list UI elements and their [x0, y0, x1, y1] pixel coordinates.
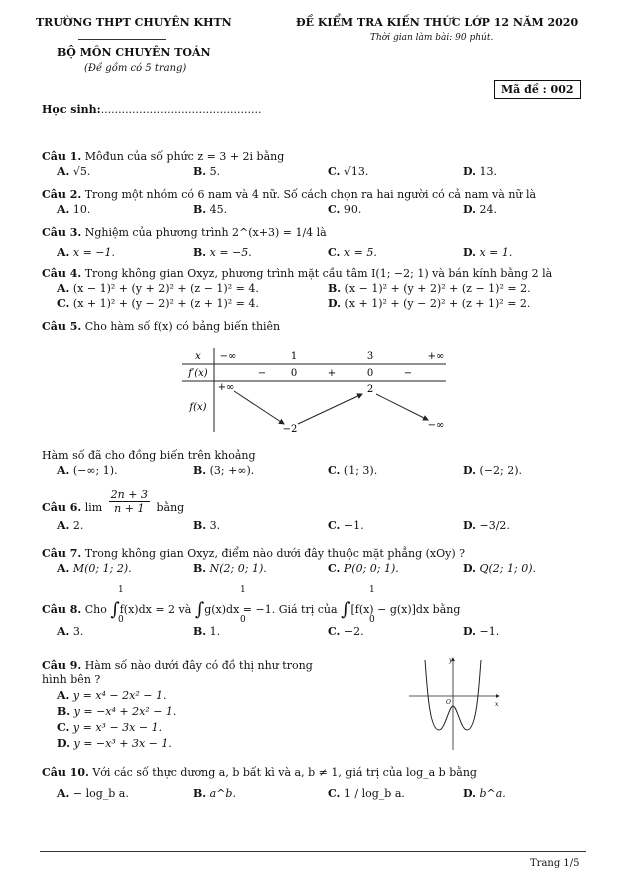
- integral-expression: [f(x) − g(x)]dx bằng: [350, 603, 461, 616]
- fraction: [109, 488, 150, 515]
- integral-upper: 1: [240, 585, 246, 595]
- table-fp-label: f′(x): [188, 368, 208, 379]
- y-axis-label: y: [449, 657, 453, 664]
- variation-table: [178, 344, 450, 436]
- q9-option-d: D. y = −x³ + 3x − 1.: [57, 737, 172, 750]
- table-f-value: +∞: [217, 382, 235, 393]
- q10-option-c: C. 1 / log_b a.: [328, 787, 405, 800]
- page-number: Trang 1/5: [530, 858, 580, 869]
- question-stem: Cho: [84, 603, 107, 616]
- table-x-value: 3: [366, 351, 374, 362]
- question-stem: Trong một nhóm có 6 nam và 4 nữ. Số cách chọn ra hai người có cả nam và nữ là: [84, 188, 537, 201]
- integral-lower: 0: [240, 615, 246, 625]
- q10-option-b: B. a^b.: [193, 787, 236, 800]
- arrow-increase: [298, 394, 362, 424]
- arrow-decrease-1: [234, 391, 284, 424]
- arrow-decrease-2: [376, 394, 428, 420]
- question-3: [42, 226, 327, 239]
- integral-upper: 1: [118, 585, 124, 595]
- integral-sign: ∫: [341, 599, 351, 620]
- question-8: [42, 597, 460, 618]
- question-stem: Nghiệm của phương trình 2^(x+3) = 1/4 là: [84, 226, 327, 239]
- q6-option-a: A. 2.: [57, 519, 84, 532]
- question-stem: Với các số thực dương a, b bất kì và a, b ≠ 1, giá trị của log_a b bằng: [92, 766, 477, 779]
- q9-option-a: A. y = x⁴ − 2x² − 1.: [57, 689, 167, 702]
- table-x-label: x: [195, 351, 201, 362]
- student-field: [42, 103, 262, 116]
- integral-lower: 0: [118, 615, 124, 625]
- q6-option-d: D. −3/2.: [463, 519, 510, 532]
- q2-option-d: D. 24.: [463, 203, 497, 216]
- footer-divider: [40, 851, 586, 852]
- q5-option-a: A. (−∞; 1).: [57, 464, 118, 477]
- integral-sign: ∫: [110, 599, 120, 620]
- question-stem: bằng: [156, 500, 185, 514]
- student-label: Học sinh:: [42, 103, 101, 116]
- q5-option-c: C. (1; 3).: [328, 464, 378, 477]
- q2-option-b: B. 45.: [193, 203, 228, 216]
- q10-option-d: D. b^a.: [463, 787, 506, 800]
- question-label: Câu 8.: [42, 603, 82, 616]
- q6-option-b: B. 3.: [193, 519, 221, 532]
- exam-title: ĐỀ KIỂM TRA KIẾN THỨC LỚP 12 NĂM 2020: [296, 16, 579, 29]
- table-fp-sign: +: [327, 368, 337, 379]
- question-2: [42, 188, 536, 201]
- question-6: [42, 488, 184, 515]
- q4-option-a: A. (x − 1)² + (y + 2)² + (z − 1)² = 4.: [57, 282, 259, 295]
- q3-option-b: B. x = −5.: [193, 246, 252, 259]
- page-count-note: (Đề gồm có 5 trang): [84, 63, 187, 74]
- q9-option-c: C. y = x³ − 3x − 1.: [57, 721, 163, 734]
- question-stem: Cho hàm số f(x) có bảng biến thiên: [84, 320, 281, 333]
- q9-option-b: B. y = −x⁴ + 2x² − 1.: [57, 705, 177, 718]
- question-stem: và: [178, 603, 192, 616]
- integral-expression: f(x)dx = 2: [119, 603, 176, 616]
- question-5-followup: Hàm số đã cho đồng biến trên khoảng: [42, 449, 256, 462]
- table-fp-sign: 0: [366, 368, 374, 379]
- integral-lower: 0: [369, 615, 375, 625]
- integral-sign: ∫: [194, 599, 205, 620]
- question-label: Câu 2.: [42, 188, 82, 201]
- table-f-value: −2: [282, 424, 298, 435]
- q4-option-c: C. (x + 1)² + (y − 2)² + (z + 1)² = 4.: [57, 297, 259, 310]
- q3-option-d: D. x = 1.: [463, 246, 513, 259]
- table-x-value: 1: [290, 351, 298, 362]
- lim-operator: lim: [84, 500, 103, 514]
- fraction-numerator: 2n + 3: [110, 488, 148, 501]
- table-f-label: f(x): [189, 402, 207, 413]
- question-stem: Hàm số nào dưới đây có đồ thị như trong: [84, 659, 313, 672]
- q7-option-d: D. Q(2; 1; 0).: [463, 562, 536, 575]
- exam-duration: Thời gian làm bài: 90 phút.: [370, 33, 494, 43]
- question-label: Câu 5.: [42, 320, 82, 333]
- x-axis-label: x: [495, 701, 499, 708]
- question-label: Câu 6.: [42, 500, 82, 514]
- q3-option-c: C. x = 5.: [328, 246, 377, 259]
- q10-option-a: A. − log_b a.: [57, 787, 129, 800]
- q1-option-d: D. 13.: [463, 165, 497, 178]
- question-label: Câu 4.: [42, 267, 82, 280]
- question-label: Câu 3.: [42, 226, 82, 239]
- table-fp-sign: −: [257, 368, 267, 379]
- question-stem: Môđun của số phức z = 3 + 2i bằng: [84, 150, 285, 163]
- question-9-line2: hình bên ?: [42, 673, 101, 686]
- table-fp-sign: 0: [290, 368, 298, 379]
- school-name: TRƯỜNG THPT CHUYÊN KHTN: [36, 16, 232, 29]
- q8-option-d: D. −1.: [463, 625, 500, 638]
- q5-option-b: B. (3; +∞).: [193, 464, 255, 477]
- q2-option-a: A. 10.: [57, 203, 91, 216]
- q8-option-b: B. 1.: [193, 625, 221, 638]
- question-stem: Trong không gian Oxyz, điểm nào dưới đây thuộc mặt phẳng (xOy) ?: [84, 547, 466, 560]
- question-label: Câu 1.: [42, 150, 82, 163]
- q1-option-c: C. √13.: [328, 165, 369, 178]
- table-f-value: −∞: [427, 420, 445, 431]
- q5-option-d: D. (−2; 2).: [463, 464, 522, 477]
- q7-option-c: C. P(0; 0; 1).: [328, 562, 399, 575]
- student-dots: ..............................................: [100, 103, 262, 116]
- q7-option-a: A. M(0; 1; 2).: [57, 562, 132, 575]
- table-f-value: 2: [366, 384, 374, 395]
- question-label: Câu 9.: [42, 659, 82, 672]
- table-x-value: −∞: [219, 351, 237, 362]
- integral-upper: 1: [369, 585, 375, 595]
- question-7: [42, 547, 465, 560]
- table-x-value: +∞: [427, 351, 445, 362]
- q3-option-a: A. x = −1.: [57, 246, 116, 259]
- function-graph: [405, 654, 505, 754]
- exam-code-box: [494, 80, 581, 99]
- question-label: Câu 10.: [42, 766, 89, 779]
- exam-code: Mã đề : 002: [501, 83, 574, 96]
- q2-option-c: C. 90.: [328, 203, 362, 216]
- q8-option-a: A. 3.: [57, 625, 84, 638]
- q8-option-c: C. −2.: [328, 625, 364, 638]
- q1-option-a: A. √5.: [57, 165, 91, 178]
- question-label: Câu 7.: [42, 547, 82, 560]
- q7-option-b: B. N(2; 0; 1).: [193, 562, 267, 575]
- integral-expression: g(x)dx = −1. Giá trị của: [204, 603, 338, 616]
- fraction-denominator: n + 1: [114, 502, 145, 515]
- question-9: [42, 659, 313, 672]
- q4-option-d: D. (x + 1)² + (y − 2)² + (z + 1)² = 2.: [328, 297, 531, 310]
- question-10: [42, 766, 477, 779]
- q1-option-b: B. 5.: [193, 165, 221, 178]
- question-5: [42, 320, 280, 333]
- department-name: BỘ MÔN CHUYÊN TOÁN: [57, 46, 211, 59]
- question-4: [42, 267, 552, 280]
- question-1: [42, 150, 284, 163]
- header-divider: [78, 39, 166, 40]
- table-fp-sign: −: [403, 368, 413, 379]
- q6-option-c: C. −1.: [328, 519, 364, 532]
- question-stem: Trong không gian Oxyz, phương trình mặt cầu tâm I(1; −2; 1) và bán kính bằng 2 là: [84, 267, 553, 280]
- q4-option-b: B. (x − 1)² + (y + 2)² + (z − 1)² = 2.: [328, 282, 531, 295]
- origin-label: O: [446, 699, 451, 706]
